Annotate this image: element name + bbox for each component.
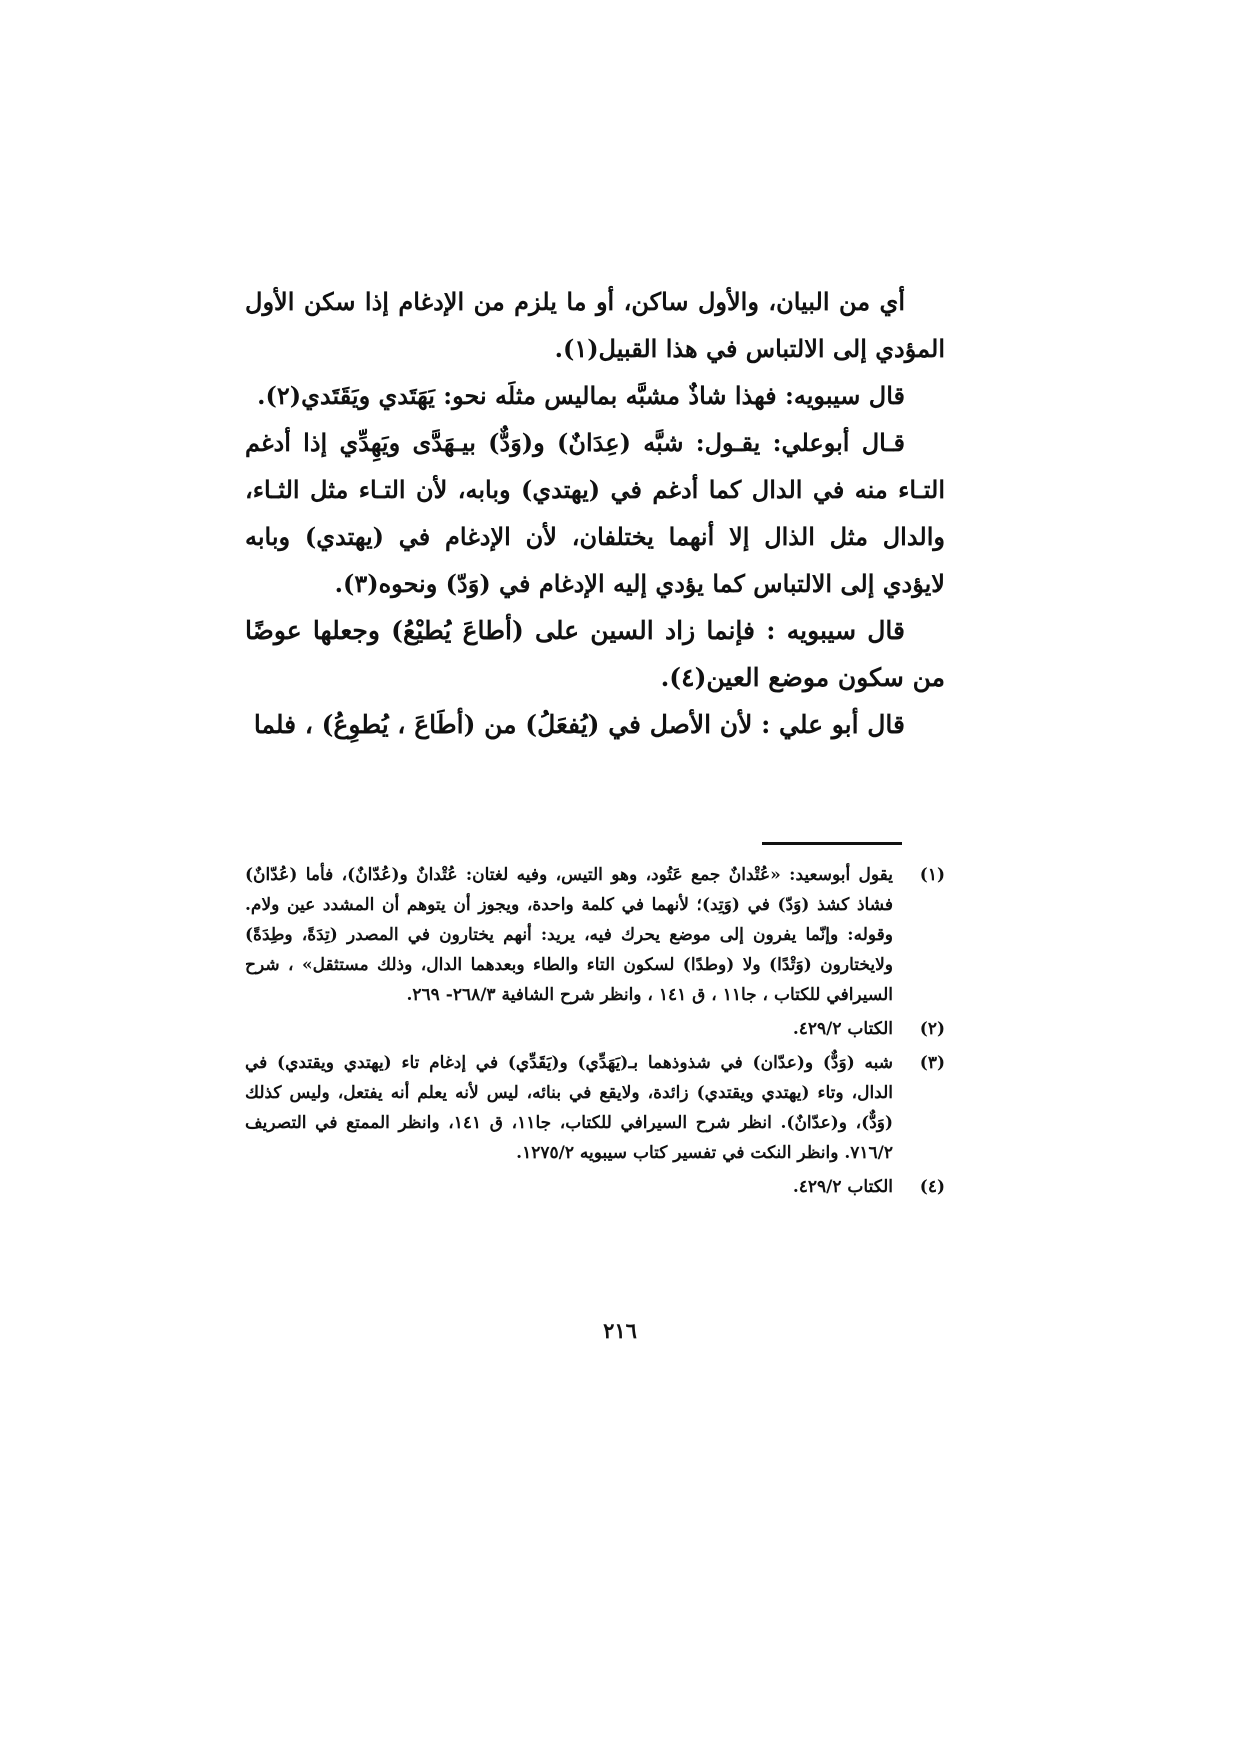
footnote-3 (245, 1048, 945, 1168)
footnote-2 (245, 1014, 945, 1044)
footnote-1 (245, 860, 945, 1010)
footnote-4 (245, 1172, 945, 1202)
paragraph-4: قال سيبويه : فإنما زاد السين على (أطاعَ يُطيْعُ) وجعلها عوضًا من سكون موضع العين(٤). (245, 616, 945, 692)
paragraph-2: قال سيبويه: فهذا شاذٌ مشبَّه بماليس مثلَه نحو: يَهَتَدي ويَقَتَدي(٢). (257, 381, 905, 410)
paragraph-5: قال أبو علي : لأن الأصل في (يُفعَلُ) من (أطَاعَ ، يُطوِعُ) ، فلما (253, 710, 905, 739)
paragraph-1: أي من البيان، والأول ساكن، أو ما يلزم من الإدغام إذا سكن الأول المؤدي إلى الالتباس في هذا القبيل(١). (245, 287, 945, 363)
page-number: ٢١٦ (603, 1318, 637, 1343)
footnote-text: يقول أبوسعيد: «عُتْدانٌ جمع عَتُود، وهو التيس، وفيه لغتان: عُتْدانٌ و(عُدّانٌ)، فأما (عُدّانٌ) فشاذ كشذ (وَدّ) في (وَتِد)؛ لأنهما في كلمة واحدة، ويجوز أن يتوهم أن المشدد عين ولام. وقوله: وإنّما يفرون إلى موضع يحرك فيه، يريد: أنهم يختارون في المصدر (تِدَةً، وطِدَةً) ولايختارون (وَتْدًا) ولا (وطدًا) لسكون التاء والطاء وبعدهما الدال، وذلك مستثقل» ، شرح السيرافي للكتاب ، جا١١ ، ق ١٤١ ، وانظر شرح الشافية ٢٦٨/٣- ٢٦٩. (245, 865, 893, 1005)
footnote-number: (٣) (919, 1053, 945, 1073)
footnote-number: (٢) (919, 1019, 945, 1039)
footnote-text: الكتاب ٤٢٩/٢. (792, 1019, 893, 1039)
footnotes-section (245, 860, 945, 1206)
footnote-separator-line (762, 842, 902, 845)
footnote-text: الكتاب ٤٢٩/٢. (792, 1177, 893, 1197)
paragraph-3: قـال أبوعلي: يقـول: شبَّه (عِدَانٌ) و(وَدٌّ) بيـهَدَّى ويَهِدِّي إذا أدغم التـاء منه في الدال كما أدغم في (يهتدي) وبابه، لأن التـاء مثل الثـاء، والدال مثل الذال إلا أنهما يختلفان، لأن الإدغام في (يهتدي) وبابه لايؤدي إلى الالتباس كما يؤدي إليه الإدغام في (وَدّ) ونحوه(٣). (245, 428, 945, 598)
main-body-text (245, 278, 945, 748)
footnote-text: شبه (وَدٌّ) و(عدّان) في شذوذهما بـ(يَهَدِّي) و(يَقَدِّي) في إدغام تاء (يهتدي ويقتدي) في الدال، وتاء (يهتدي ويقتدي) زائدة، ولايقع في بنائه، ليس لأنه يعلم أنه يفتعل، وليس كذلك (وَدٌّ)، و(عدّانٌ). انظر شرح السيرافي للكتاب، جا١١، ق ١٤١، وانظر الممتع في التصريف ٧١٦/٢. وانظر النكت في تفسير كتاب سيبويه ١٢٧٥/٢. (245, 1053, 894, 1163)
footnote-number: (٤) (919, 1177, 945, 1197)
footnote-number: (١) (919, 865, 945, 885)
